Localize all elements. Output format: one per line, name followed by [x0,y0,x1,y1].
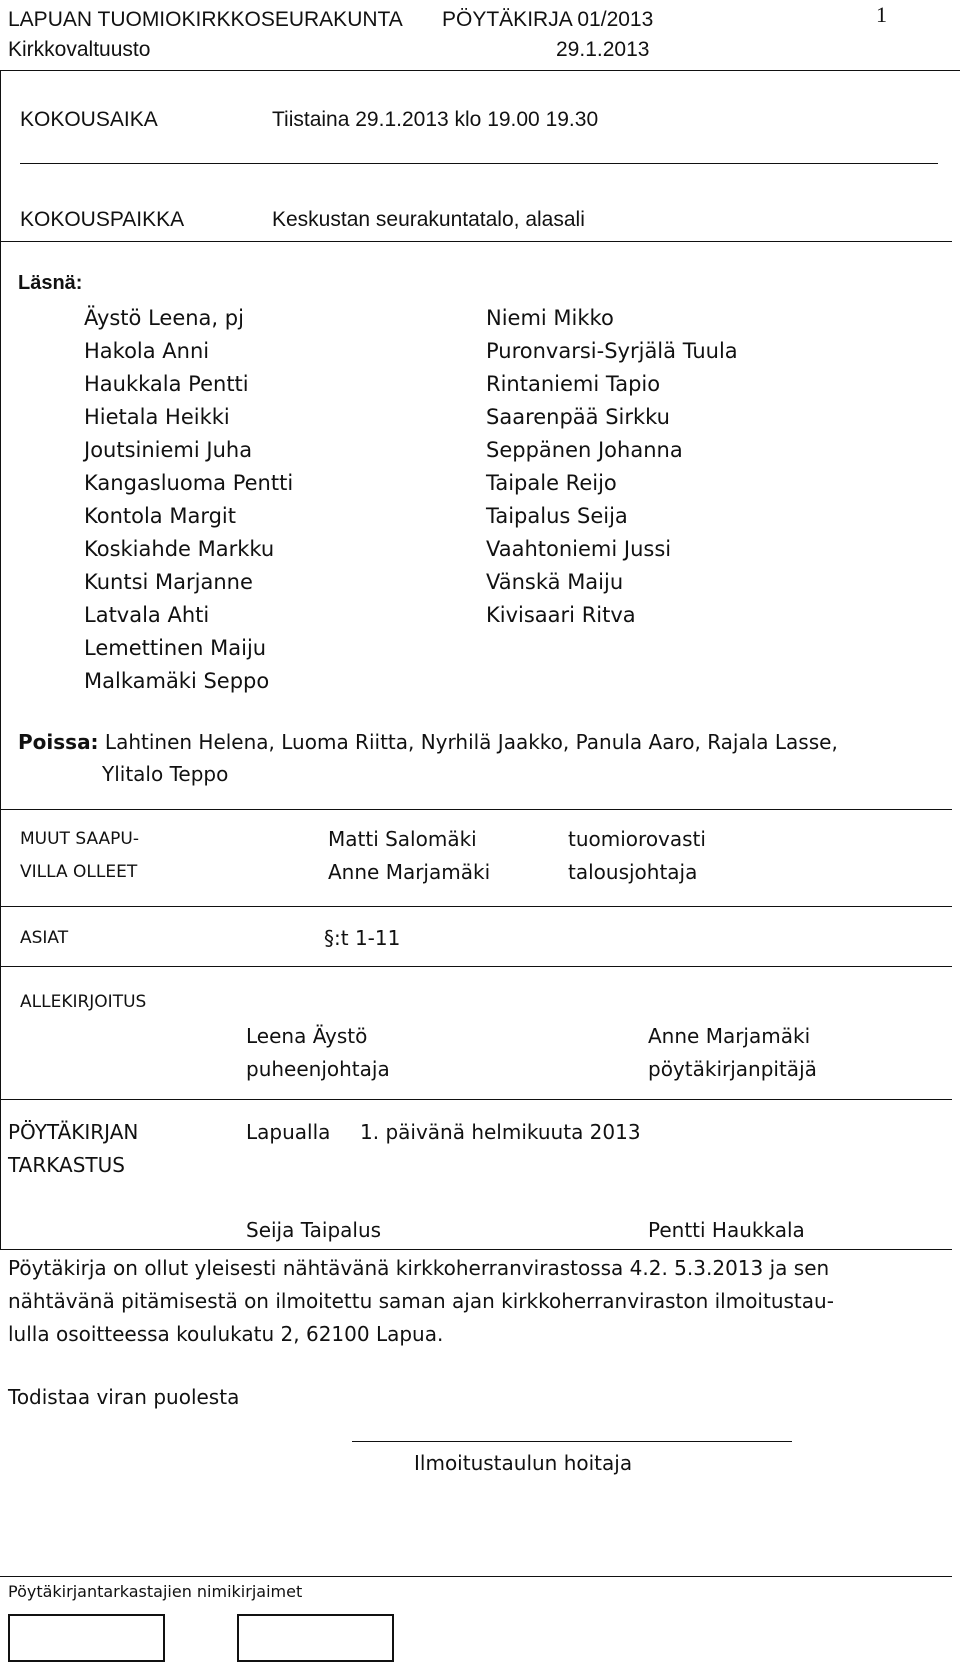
attendee: Kangasluoma Pentti [84,471,294,495]
attendee: Joutsiniemi Juha [84,438,253,462]
attendee: Latvala Ahti [84,603,210,627]
document-date: 29.1.2013 [556,38,650,61]
meeting-place-label: KOKOUSPAIKKA [20,208,185,231]
document-title: PÖYTÄKIRJA 01/2013 [442,8,654,31]
absent-line-1 [18,730,838,754]
meeting-time-label: KOKOUSAIKA [20,108,158,131]
certify-text: Todistaa viran puolesta [8,1385,240,1409]
divider-matters [0,966,952,967]
attendee: Äystö Leena, pj [84,306,244,330]
initials-label: Pöytäkirjantarkastajien nimikirjaimet [8,1582,303,1601]
attendee: Hietala Heikki [84,405,230,429]
board-keeper-title: Ilmoitustaulun hoitaja [414,1451,633,1475]
secretary-name: Anne Marjamäki [648,1024,811,1048]
governing-body: Kirkkovaltuusto [8,38,151,61]
review-date: 1. päivänä helmikuuta 2013 [360,1120,641,1144]
review-label-1: PÖYTÄKIRJAN [8,1120,139,1144]
absent-line-2: Ylitalo Teppo [102,762,229,786]
divider-others [0,906,952,907]
review-place: Lapualla [246,1120,331,1144]
matters-value: §:t 1-11 [324,926,401,950]
signature-label: ALLEKIRJOITUS [20,992,147,1012]
meeting-time-value: Tiistaina 29.1.2013 klo 19.00 19.30 [272,108,599,131]
attendee: Kivisaari Ritva [486,603,636,627]
chair-role: puheenjohtaja [246,1057,390,1081]
others-label-2: VILLA OLLEET [20,862,138,882]
divider-time [20,163,938,164]
frame-top [0,70,960,71]
notice-line-1: Pöytäkirja on ollut yleisesti nähtävänä kirkkoherranvirastossa 4.2. 5.3.2013 ja sen [8,1256,830,1280]
meeting-place-value: Keskustan seurakuntatalo, alasali [272,208,585,231]
divider-signatures [0,1099,952,1100]
attendee: Malkamäki Seppo [84,669,270,693]
attendee: Haukkala Pentti [84,372,249,396]
review-label-2: TARKASTUS [8,1153,125,1177]
attendee: Saarenpää Sirkku [486,405,670,429]
attendee: Niemi Mikko [486,306,614,330]
initials-box-2[interactable] [237,1614,394,1662]
frame-left [0,70,1,1250]
initials-box-1[interactable] [8,1614,165,1662]
board-keeper-signature-line [352,1441,792,1442]
matters-label: ASIAT [20,928,69,948]
other-person-name: Anne Marjamäki [328,860,491,884]
present-list-right [486,302,738,632]
reviewer-2: Pentti Haukkala [648,1218,805,1242]
other-person-name: Matti Salomäki [328,827,477,851]
attendee: Lemettinen Maiju [84,636,267,660]
attendee: Kuntsi Marjanne [84,570,253,594]
attendee: Taipale Reijo [486,471,617,495]
absent-names: Lahtinen Helena, Luoma Riitta, Nyrhilä Jaakko, Panula Aaro, Rajala Lasse, [104,730,838,754]
attendee: Taipalus Seija [486,504,628,528]
secretary-role: pöytäkirjanpitäjä [648,1057,817,1081]
attendee: Puronvarsi-Syrjälä Tuula [486,339,738,363]
notice-line-2: nähtävänä pitämisestä on ilmoitettu saman ajan kirkkoherranviraston ilmoitustau- [8,1289,834,1313]
attendee: Vaahtoniemi Jussi [486,537,672,561]
attendee: Koskiahde Markku [84,537,275,561]
attendee: Kontola Margit [84,504,236,528]
other-person-role: tuomiorovasti [568,827,706,851]
attendee: Seppänen Johanna [486,438,683,462]
present-label: Läsnä: [18,272,83,294]
divider-place [0,241,952,242]
others-label-1: MUUT SAAPU- [20,829,140,849]
other-person-role: talousjohtaja [568,860,698,884]
present-list-left [84,302,293,698]
attendee: Hakola Anni [84,339,210,363]
absent-label: Poissa: [18,730,99,754]
org-name: LAPUAN TUOMIOKIRKKOSEURAKUNTA [8,8,403,31]
attendee: Vänskä Maiju [486,570,624,594]
page-number: 1 [876,2,887,27]
chair-name: Leena Äystö [246,1024,368,1048]
footer-divider [0,1576,952,1577]
notice-line-3: lulla osoitteessa koulukatu 2, 62100 Lapua. [8,1322,444,1346]
attendee: Rintaniemi Tapio [486,372,661,396]
divider-review [0,1249,952,1250]
reviewer-1: Seija Taipalus [246,1218,382,1242]
divider-absent [0,809,952,810]
